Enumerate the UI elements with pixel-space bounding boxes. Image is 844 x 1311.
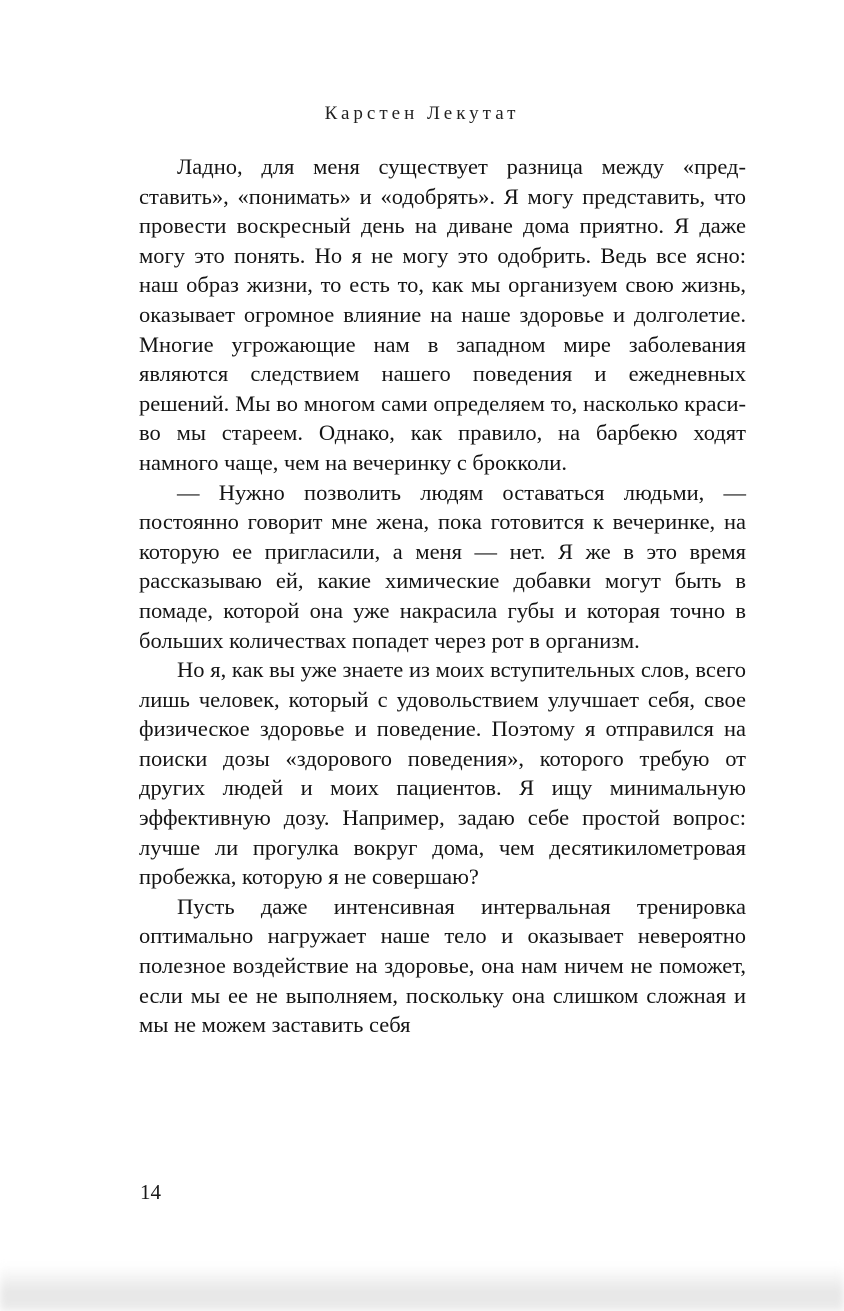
page-number: 14 (140, 1180, 161, 1204)
paragraph: — Нужно позволить людям оставаться людьми, — постоянно говорит мне жена, пока готовится к вечеринке, на которую ее пригласили, а меня — нет. Я же в это время рассказываю ей, какие химические добавки могут быть в помаде, которой она уже накрасила губы и которая точно в больших количествах попадет через рот в организм. (139, 479, 746, 653)
running-title: Карстен Лекутат (324, 103, 520, 124)
paragraph: Пусть даже интенсивная интервальная тренировка оптимально нагружает наше тело и оказывает невероятно полезное воздействие на здоровье, она нам ничем не поможет, если мы ее не выполняем, поскольку она слишком сложная и мы не можем заставить себя (139, 893, 746, 1038)
paragraph: Но я, как вы уже знаете из моих вступительных слов, всего лишь человек, который с удовольствием улучшает себя, свое физическое здоровье и поведение. Поэтому я отправился на поиски дозы «здорового поведения», которого требую от других людей и моих пациентов. Я ищу минимальную эффективную дозу. Например, задаю себе простой вопрос: лучше ли прогулка вокруг дома, чем десятикилометровая пробежка, которую я не совершаю? (139, 657, 746, 890)
paragraph: Ладно, для меня существует разница между «представить», «понимать» и «одобрять». Я могу представить, что провести воскресный день на диване дома приятно. Я даже могу это понять. Но я не могу это одобрить. Ведь все ясно: наш образ жизни, то есть то, как мы организуем свою жизнь, оказывает огромное влияние на наше здоровье и долголетие. Многие угрожающие нам в западном мире заболевания являются следствием нашего поведения и ежедневных решений. Мы во многом сами определяем то, насколько красиво мы стареем. Однако, как правило, на барбекю ходят намного чаще, чем на вечеринку с брокколи. (139, 154, 746, 475)
body-text (139, 152, 746, 1040)
photo-page-edge (0, 1265, 844, 1311)
